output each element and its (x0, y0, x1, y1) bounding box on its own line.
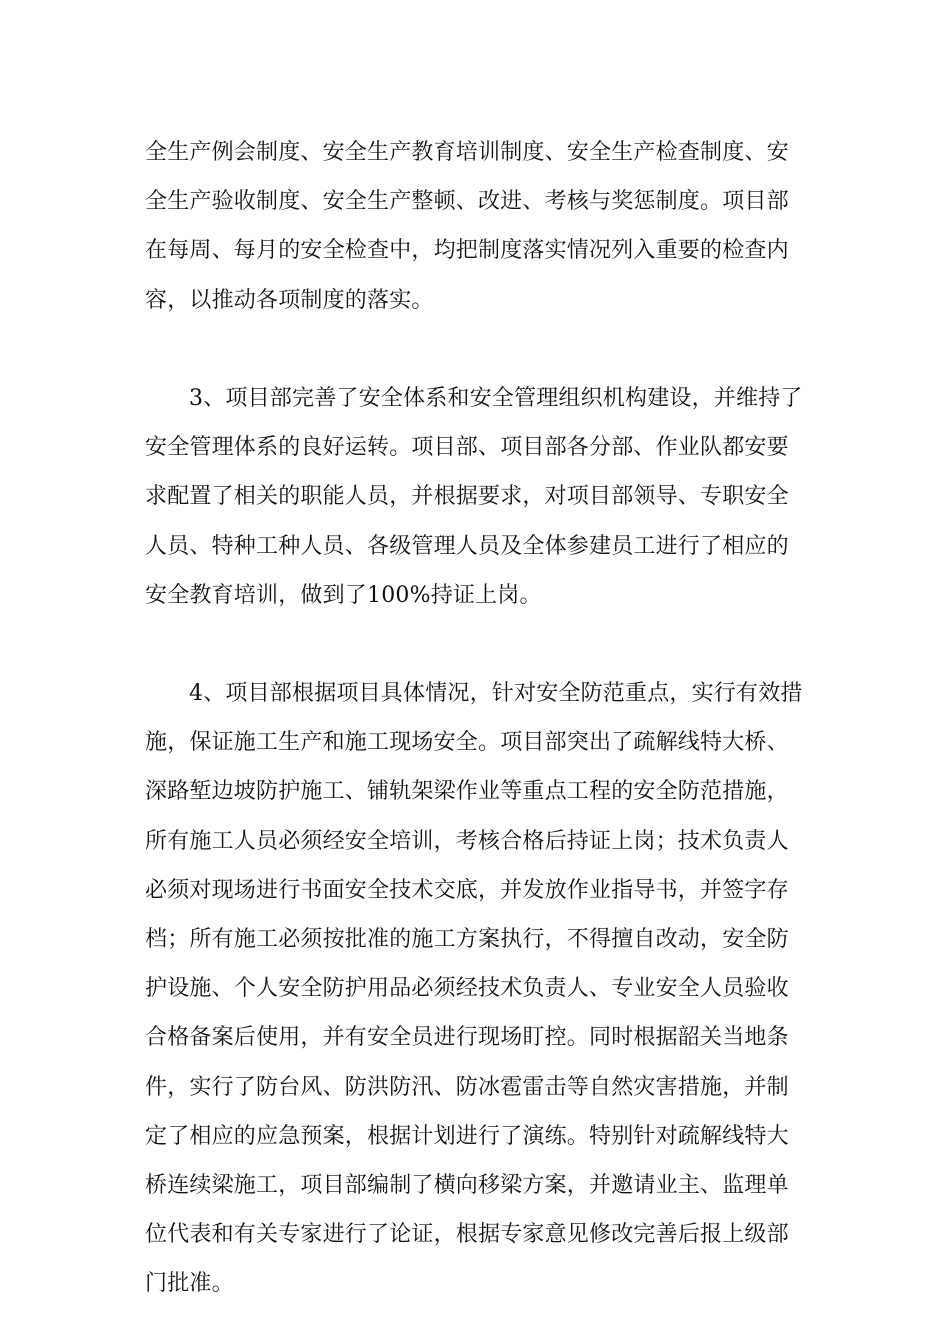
text-line: 容，以推动各项制度的落实。 (145, 287, 434, 313)
text-line: 深路堑边坡防护施工、铺轨架梁作业等重点工程的安全防范措施， (145, 779, 789, 805)
text-line: 4、项目部根据项目具体情况，针对安全防范重点，实行有效措 (189, 681, 803, 707)
paragraph-1 (145, 128, 805, 325)
text-line: 桥连续梁施工，项目部编制了横向移梁方案，并邀请业主、监理单 (145, 1172, 789, 1198)
paragraph-2 (145, 374, 805, 620)
text-line: 档；所有施工必须按批准的施工方案执行，不得擅自改动，安全防 (145, 927, 789, 952)
text-line: 安全管理体系的良好运转。项目部、项目部各分部、作业队都安要 (145, 435, 789, 461)
text-line: 安全教育培训，做到了100%持证上岗。 (145, 582, 542, 608)
text-line: 在每周、每月的安全检查中，均把制度落实情况列入重要的检查内 (145, 238, 789, 264)
text-line: 求配置了相关的职能人员，并根据要求，对项目部领导、专职安全 (145, 484, 789, 510)
text-line: 护设施、个人安全防护用品必须经技术负责人、专业安全人员验收 (145, 976, 789, 1002)
document-body (145, 128, 805, 1309)
text-line: 必须对现场进行书面安全技术交底，并发放作业指导书，并签字存 (145, 877, 789, 903)
text-line: 3、项目部完善了安全体系和安全管理组织机构建设，并维持了 (189, 385, 803, 411)
text-line: 全生产验收制度、安全生产整顿、改进、考核与奖惩制度。项目部 (145, 189, 789, 215)
text-line: 定了相应的应急预案，根据计划进行了演练。特别针对疏解线特大 (145, 1123, 789, 1149)
text-line: 全生产例会制度、安全生产教育培训制度、安全生产检查制度、安 (145, 140, 789, 165)
text-line: 件，实行了防台风、防洪防汛、防冰雹雷击等自然灾害措施，并制 (145, 1074, 789, 1100)
text-line: 门批准。 (145, 1271, 234, 1297)
text-line: 人员、特种工种人员、各级管理人员及全体参建员工进行了相应的 (145, 533, 789, 559)
text-line: 位代表和有关专家进行了论证，根据专家意见修改完善后报上级部 (145, 1222, 789, 1248)
text-line: 合格备案后使用，并有安全员进行现场盯控。同时根据韶关当地条 (145, 1025, 789, 1051)
text-line: 所有施工人员必须经安全培训，考核合格后持证上岗；技术负责人 (145, 828, 789, 854)
paragraph-3 (145, 669, 805, 1308)
text-line: 施，保证施工生产和施工现场安全。项目部突出了疏解线特大桥、 (145, 730, 789, 756)
paragraph-gap (145, 620, 805, 669)
paragraph-gap (145, 325, 805, 374)
